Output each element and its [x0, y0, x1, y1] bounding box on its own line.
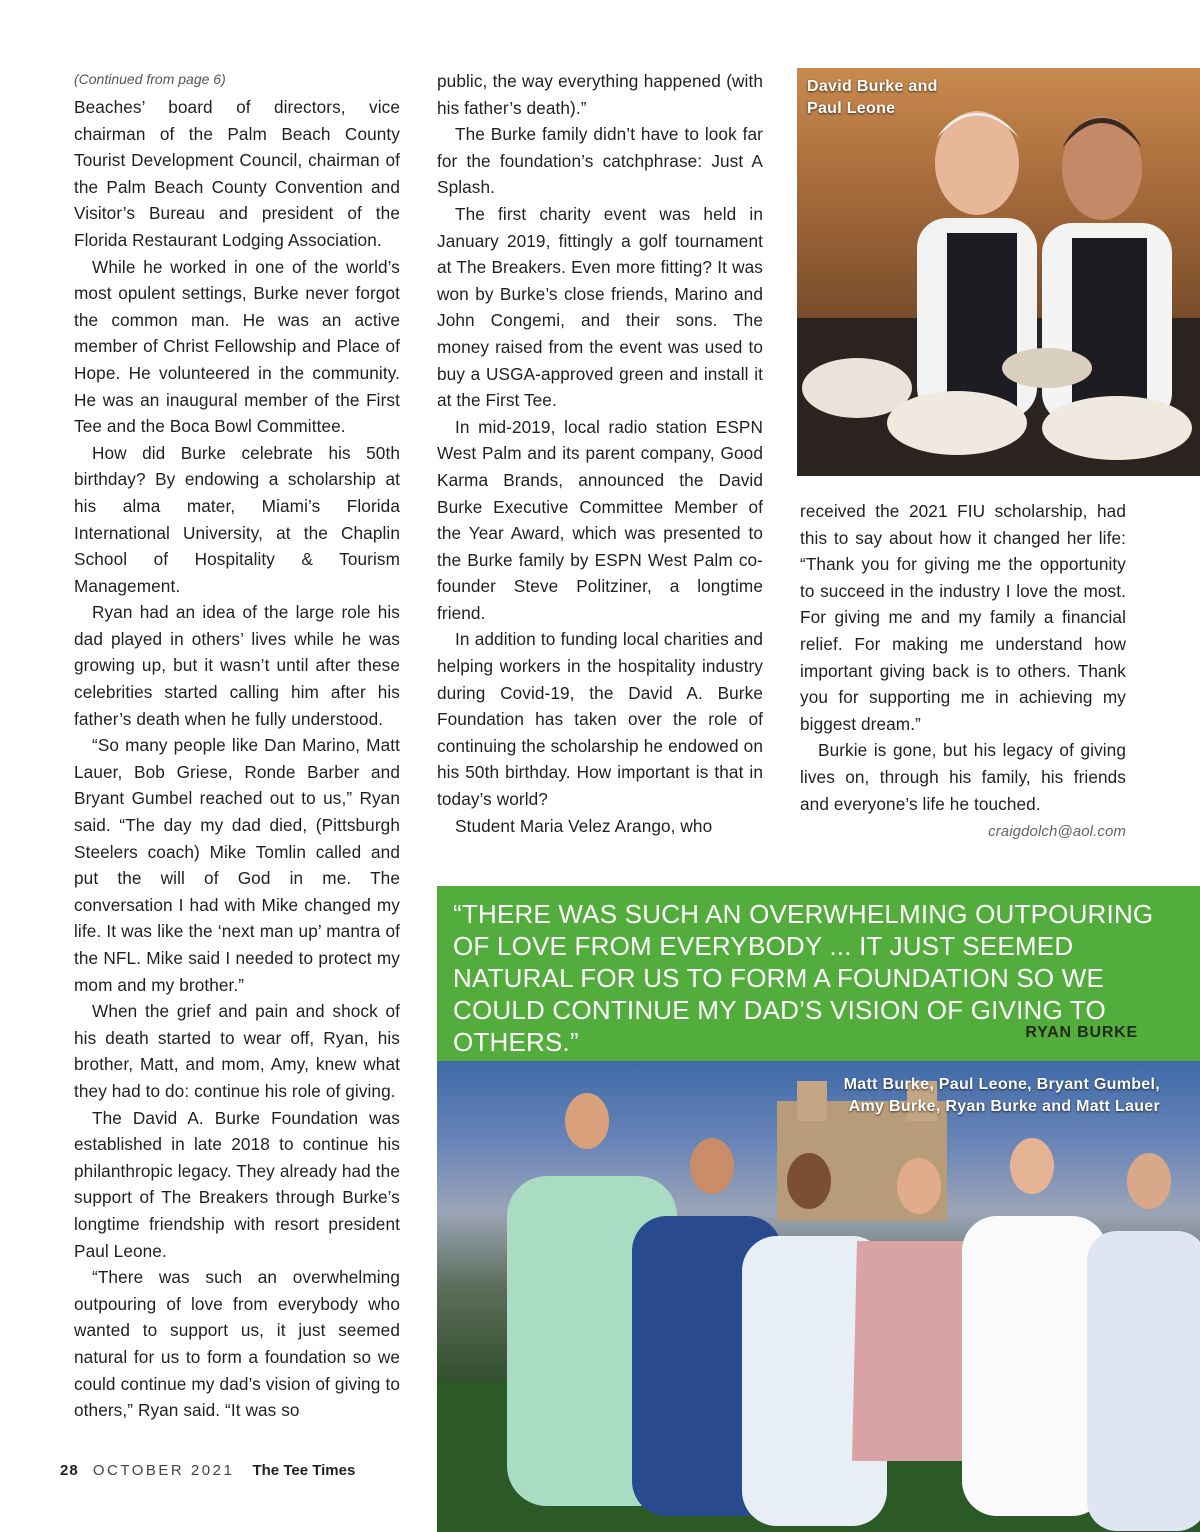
issue-date: OCTOBER 2021: [92, 1462, 235, 1479]
article-column-1: [74, 94, 400, 1424]
article-paragraph: public, the way everything happened (with his father’s death).”: [437, 71, 763, 118]
article-paragraph: How did Burke celebrate his 50th birthday? By endowing a scholarship at his alma mater, Miami’s Florida International University, at the Chaplin School of Hospitality & Tourism Management.: [74, 442, 400, 596]
photo-burke-and-leone: [797, 68, 1200, 476]
article-column-2: [437, 68, 763, 839]
article-paragraph: While he worked in one of the world’s most opulent settings, Burke never forgot the common man. He was an active member of Christ Fellowship and Place of Hope. He volunteered in the community. He was an inaugural member of the First Tee and the Boca Bowl Committee.: [74, 256, 400, 437]
article-paragraph: When the grief and pain and shock of his death started to wear off, Ryan, his brother, Matt, and mom, Amy, knew what they had to do: continue his role of giving.: [74, 1001, 400, 1101]
caption-line: David Burke and: [807, 78, 938, 95]
photo-group-at-breakers: [437, 1061, 1200, 1532]
page-footer: [60, 1462, 355, 1479]
pull-quote-box: [437, 886, 1200, 1061]
article-paragraph: received the 2021 FIU scholarship, had this to say about how it changed her life: “Thank you for giving me the opportunity to succeed in the industry I love the most. For giving me and my family a financial relief. For making me understand how important giving back is to others. Thank you for supporting me in achieving my biggest dream.”: [800, 501, 1126, 734]
photo-illustration: [797, 68, 1200, 476]
article-paragraph: The Burke family didn’t have to look far for the foundation’s catchphrase: Just A Splash.: [437, 124, 763, 198]
caption-line: Amy Burke, Ryan Burke and Matt Lauer: [848, 1098, 1160, 1115]
caption-line: Paul Leone: [807, 100, 896, 117]
article-paragraph: In mid-2019, local radio station ESPN West Palm and its parent company, Good Karma Brands, announced the David Burke Executive Committee Member of the Year Award, which was presented to the Burke family by ESPN West Palm co-founder Steve Politziner, a longtime friend.: [437, 416, 763, 623]
page-number: 28: [60, 1462, 79, 1479]
article-paragraph: Ryan had an idea of the large role his dad played in others’ lives while he was growing up, but it wasn’t until after these celebrities started calling him after his father’s death when he fully understood.: [74, 602, 400, 729]
continued-note: (Continued from page 6): [74, 71, 226, 87]
author-email: craigdolch@aol.com: [988, 823, 1126, 841]
photo-illustration: [437, 1061, 1200, 1532]
article-paragraph: Beaches’ board of directors, vice chairman of the Palm Beach County Tourist Development Council, chairman of the Palm Beach County Convention and Visitor’s Bureau and president of the Florida Restaurant Lodging Association.: [74, 97, 400, 250]
article-paragraph: In addition to funding local charities and helping workers in the hospitality industry during Covid-19, the David A. Burke Foundation has taken over the role of continuing the scholarship he endowed on his 50th birthday. How important is that in today’s world?: [437, 629, 763, 810]
article-paragraph: Burkie is gone, but his legacy of giving lives on, through his family, his friends and everyone’s life he touched.: [800, 740, 1126, 814]
pull-quote-attribution: RYAN BURKE: [1025, 1024, 1138, 1041]
magazine-name: The Tee Times: [252, 1462, 356, 1479]
article-paragraph: “There was such an overwhelming outpouring of love from everybody who wanted to support us, it just seemed natural for us to form a foundation so we could continue my dad’s vision of giving to others,” Ryan said. “It was so: [74, 1267, 400, 1421]
pull-quote-text: “THERE WAS SUCH AN OVERWHELMING OUTPOURING OF LOVE FROM EVERYBODY ... IT JUST SEEMED NATURAL FOR US TO FORM A FOUNDATION SO WE COULD CONTINUE MY DAD’S VISION OF GIVING TO OTHERS.”: [453, 899, 1154, 1057]
article-paragraph: The first charity event was held in January 2019, fittingly a golf tournament at The Breakers. Even more fitting? It was won by Burke’s close friends, Marino and John Congemi, and their sons. The money raised from the event was used to buy a USGA-approved green and install it at the First Tee.: [437, 203, 763, 411]
article-paragraph: The David A. Burke Foundation was established in late 2018 to continue his philanthropic legacy. They already had the support of The Breakers through Burke’s longtime friendship with resort president Paul Leone.: [74, 1107, 400, 1261]
photo-caption-bottom: [844, 1074, 1160, 1118]
photo-caption-top: [807, 76, 938, 120]
article-column-3: [800, 498, 1126, 846]
caption-line: Matt Burke, Paul Leone, Bryant Gumbel,: [843, 1076, 1160, 1093]
article-paragraph: “So many people like Dan Marino, Matt Lauer, Bob Griese, Ronde Barber and Bryant Gumbel reached out to us,” Ryan said. “The day my dad died, (Pittsburgh Steelers coach) Mike Tomlin called and put the will of God in me. The conversation I had with Mike changed my life. It was like the ‘next man up’ mantra of the NFL. Mike said I needed to protect my mom and my brother.”: [74, 735, 400, 995]
article-paragraph: Student Maria Velez Arango, who: [455, 815, 713, 836]
